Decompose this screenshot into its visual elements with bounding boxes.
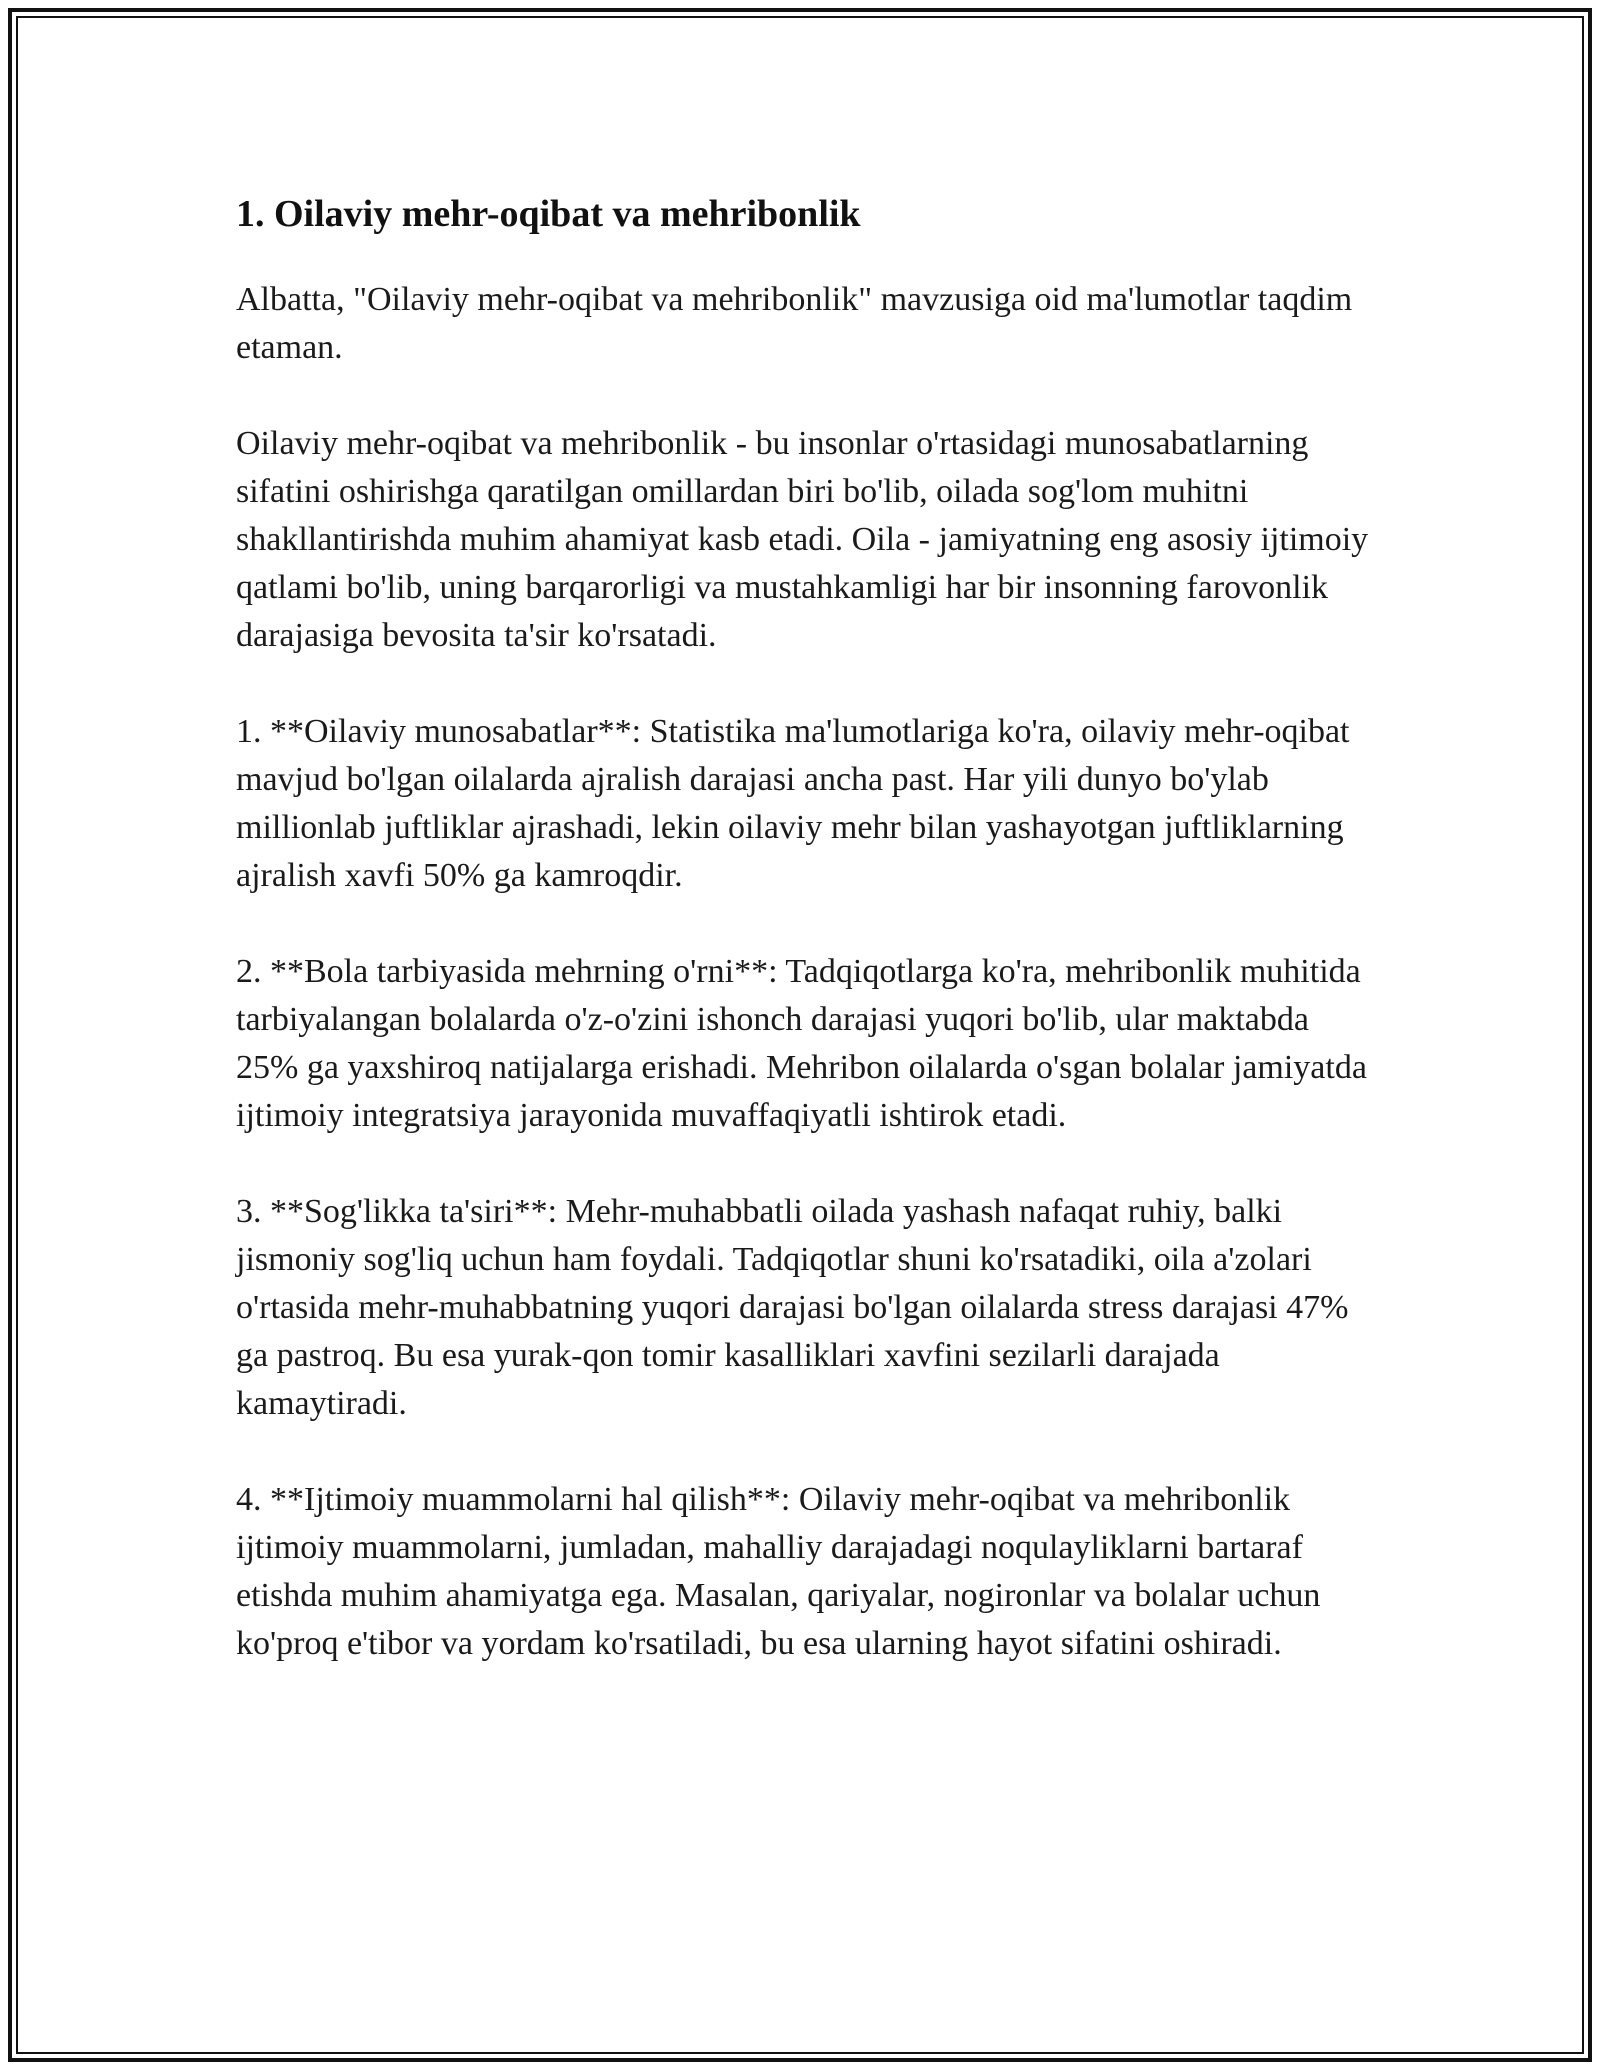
- point-health-impact: 3. **Sog'likka ta'siri**: Mehr-muhabbatli oilada yashash nafaqat ruhiy, balki jismoniy sog'liq uchun ham foydali. Tadqiqotlar shuni ko'rsatadiki, oila a'zolari o'rtasida mehr-muhabbatning yuqori darajasi bo'lgan oilalarda stress darajasi 47% ga pastroq. Bu esa yurak-qon tomir kasalliklari xavfini sezilarli darajada kamaytiradi.: [236, 1193, 1349, 1422]
- intro-paragraph: Albatta, "Oilaviy mehr-oqibat va mehribonlik" mavzusiga oid ma'lumotlar taqdim etaman.: [236, 281, 1353, 366]
- document-body: [236, 186, 1376, 1716]
- point-child-upbringing: 2. **Bola tarbiyasida mehrning o'rni**: Tadqiqotlarga ko'ra, mehribonlik muhitida tarbiyalangan bolalarda o'z-o'zini ishonch darajasi yuqori bo'lib, ular maktabda 25% ga yaxshiroq natijalarga erishadi. Mehribon oilalarda o'sgan bolalar jamiyatda ijtimoiy integratsiya jarayonida muvaffaqiyatli ishtirok etadi.: [236, 953, 1367, 1134]
- definition-paragraph: Oilaviy mehr-oqibat va mehribonlik - bu insonlar o'rtasidagi munosabatlarning sifatini oshirishga qaratilgan omillardan biri bo'lib, oilada sog'lom muhitni shakllantirishda muhim ahamiyat kasb etadi. Oila - jamiyatning eng asosiy ijtimoiy qatlami bo'lib, uning barqarorligi va mustahkamligi har bir insonning farovonlik darajasiga bevosita ta'sir ko'rsatadi.: [236, 425, 1369, 654]
- point-family-relations: 1. **Oilaviy munosabatlar**: Statistika ma'lumotlariga ko'ra, oilaviy mehr-oqibat mavjud bo'lgan oilalarda ajralish darajasi ancha past. Har yili dunyo bo'ylab millionlab juftliklar ajrashadi, lekin oilaviy mehr bilan yashayotgan juftliklarning ajralish xavfi 50% ga kamroqdir.: [236, 713, 1350, 894]
- point-social-problems: 4. **Ijtimoiy muammolarni hal qilish**: Oilaviy mehr-oqibat va mehribonlik ijtimoiy muammolarni, jumladan, mahalliy darajadagi noqulayliklarni bartaraf etishda muhim ahamiyatga ega. Masalan, qariyalar, nogironlar va bolalar uchun ko'proq e'tibor va yordam ko'rsatiladi, bu esa ularning hayot sifatini oshiradi.: [236, 1481, 1321, 1662]
- document-title: 1. Oilaviy mehr-oqibat va mehribonlik: [236, 193, 861, 235]
